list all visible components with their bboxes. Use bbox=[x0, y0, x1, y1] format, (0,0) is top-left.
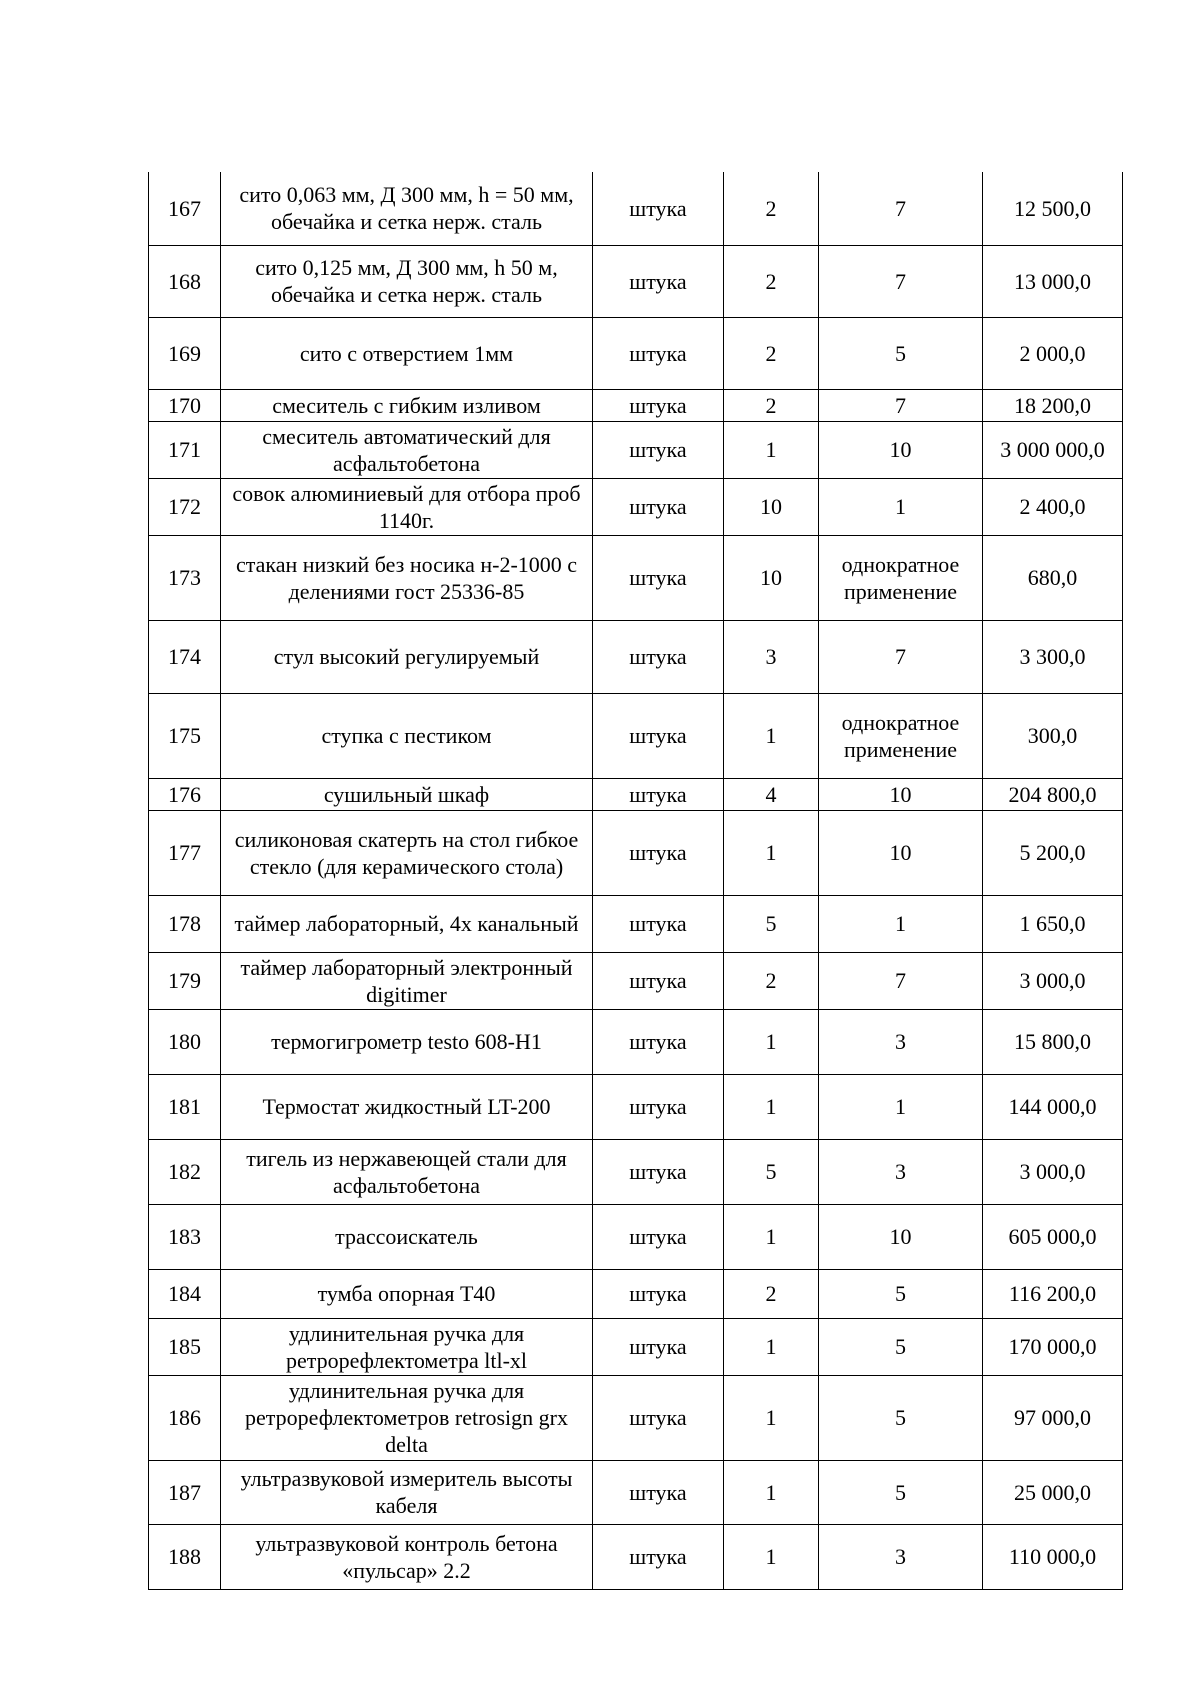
item-name: ультразвуковой контроль бетона «пульсар» 2.2 bbox=[221, 1524, 593, 1589]
item-quantity: 1 bbox=[724, 810, 819, 895]
item-name: сито с отверстием 1мм bbox=[221, 317, 593, 389]
item-unit: штука bbox=[593, 1524, 724, 1589]
item-term: 3 bbox=[819, 1009, 983, 1074]
item-quantity: 1 bbox=[724, 1009, 819, 1074]
item-term: 10 bbox=[819, 778, 983, 810]
item-price: 3 000 000,0 bbox=[983, 421, 1123, 478]
row-number: 173 bbox=[149, 535, 221, 620]
row-number: 177 bbox=[149, 810, 221, 895]
item-term: 10 bbox=[819, 1204, 983, 1269]
table-row bbox=[149, 317, 1123, 389]
table-row bbox=[149, 693, 1123, 778]
item-quantity: 1 bbox=[724, 693, 819, 778]
item-quantity: 10 bbox=[724, 478, 819, 535]
item-term: 5 bbox=[819, 1269, 983, 1318]
item-term: 5 bbox=[819, 1460, 983, 1524]
item-quantity: 4 bbox=[724, 778, 819, 810]
item-price: 12 500,0 bbox=[983, 172, 1123, 245]
item-quantity: 2 bbox=[724, 317, 819, 389]
table-row bbox=[149, 389, 1123, 421]
item-name: тигель из нержавеющей стали для асфальтобетона bbox=[221, 1139, 593, 1204]
item-quantity: 5 bbox=[724, 1139, 819, 1204]
row-number: 188 bbox=[149, 1524, 221, 1589]
item-name: удлинительная ручка для ретрорефлектометра ltl-xl bbox=[221, 1318, 593, 1375]
table-row bbox=[149, 1460, 1123, 1524]
row-number: 182 bbox=[149, 1139, 221, 1204]
table-row bbox=[149, 1524, 1123, 1589]
row-number: 187 bbox=[149, 1460, 221, 1524]
item-quantity: 1 bbox=[724, 1318, 819, 1375]
table-row bbox=[149, 1269, 1123, 1318]
item-unit: штука bbox=[593, 1460, 724, 1524]
table-row bbox=[149, 1204, 1123, 1269]
row-number: 174 bbox=[149, 620, 221, 693]
item-price: 3 300,0 bbox=[983, 620, 1123, 693]
item-term: 7 bbox=[819, 389, 983, 421]
table-row bbox=[149, 778, 1123, 810]
item-name: тумба опорная Т40 bbox=[221, 1269, 593, 1318]
item-unit: штука bbox=[593, 535, 724, 620]
table-row bbox=[149, 478, 1123, 535]
row-number: 170 bbox=[149, 389, 221, 421]
item-term: однократное применение bbox=[819, 535, 983, 620]
row-number: 178 bbox=[149, 895, 221, 952]
table-row bbox=[149, 245, 1123, 317]
item-term: 7 bbox=[819, 620, 983, 693]
item-unit: штука bbox=[593, 1139, 724, 1204]
item-quantity: 2 bbox=[724, 172, 819, 245]
row-number: 167 bbox=[149, 172, 221, 245]
item-term: 3 bbox=[819, 1139, 983, 1204]
item-term: 7 bbox=[819, 245, 983, 317]
item-unit: штука bbox=[593, 620, 724, 693]
table-row bbox=[149, 952, 1123, 1009]
item-price: 144 000,0 bbox=[983, 1074, 1123, 1139]
item-name: сито 0,125 мм, Д 300 мм, h 50 м, обечайка и сетка нерж. сталь bbox=[221, 245, 593, 317]
item-price: 3 000,0 bbox=[983, 952, 1123, 1009]
item-price: 116 200,0 bbox=[983, 1269, 1123, 1318]
item-price: 18 200,0 bbox=[983, 389, 1123, 421]
row-number: 181 bbox=[149, 1074, 221, 1139]
row-number: 180 bbox=[149, 1009, 221, 1074]
item-unit: штука bbox=[593, 895, 724, 952]
item-price: 170 000,0 bbox=[983, 1318, 1123, 1375]
item-unit: штука bbox=[593, 1375, 724, 1460]
item-quantity: 5 bbox=[724, 895, 819, 952]
item-unit: штука bbox=[593, 245, 724, 317]
item-unit: штука bbox=[593, 421, 724, 478]
item-quantity: 2 bbox=[724, 389, 819, 421]
item-price: 25 000,0 bbox=[983, 1460, 1123, 1524]
row-number: 179 bbox=[149, 952, 221, 1009]
item-price: 3 000,0 bbox=[983, 1139, 1123, 1204]
table-row bbox=[149, 535, 1123, 620]
item-name: совок алюминиевый для отбора проб 1140г. bbox=[221, 478, 593, 535]
item-name: трассоискатель bbox=[221, 1204, 593, 1269]
row-number: 185 bbox=[149, 1318, 221, 1375]
row-number: 175 bbox=[149, 693, 221, 778]
item-unit: штука bbox=[593, 1074, 724, 1139]
item-price: 2 400,0 bbox=[983, 478, 1123, 535]
item-unit: штука bbox=[593, 389, 724, 421]
item-quantity: 2 bbox=[724, 245, 819, 317]
item-term: однократное применение bbox=[819, 693, 983, 778]
item-unit: штука bbox=[593, 172, 724, 245]
item-quantity: 1 bbox=[724, 1460, 819, 1524]
item-term: 3 bbox=[819, 1524, 983, 1589]
item-unit: штука bbox=[593, 810, 724, 895]
item-name: силиконовая скатерть на стол гибкое стекло (для керамического стола) bbox=[221, 810, 593, 895]
item-price: 1 650,0 bbox=[983, 895, 1123, 952]
item-unit: штука bbox=[593, 478, 724, 535]
item-name: ультразвуковой измеритель высоты кабеля bbox=[221, 1460, 593, 1524]
item-unit: штука bbox=[593, 1009, 724, 1074]
item-term: 1 bbox=[819, 895, 983, 952]
item-price: 13 000,0 bbox=[983, 245, 1123, 317]
table-row bbox=[149, 1074, 1123, 1139]
row-number: 184 bbox=[149, 1269, 221, 1318]
item-name: смеситель с гибким изливом bbox=[221, 389, 593, 421]
item-price: 15 800,0 bbox=[983, 1009, 1123, 1074]
item-price: 5 200,0 bbox=[983, 810, 1123, 895]
item-name: термогигрометр testo 608-H1 bbox=[221, 1009, 593, 1074]
item-quantity: 1 bbox=[724, 1074, 819, 1139]
item-quantity: 10 bbox=[724, 535, 819, 620]
table-row bbox=[149, 1139, 1123, 1204]
row-number: 183 bbox=[149, 1204, 221, 1269]
table-row bbox=[149, 620, 1123, 693]
item-price: 204 800,0 bbox=[983, 778, 1123, 810]
item-unit: штука bbox=[593, 1269, 724, 1318]
item-unit: штука bbox=[593, 1204, 724, 1269]
equipment-table bbox=[148, 172, 1123, 1590]
item-quantity: 2 bbox=[724, 1269, 819, 1318]
row-number: 169 bbox=[149, 317, 221, 389]
item-term: 5 bbox=[819, 1318, 983, 1375]
item-name: стул высокий регулируемый bbox=[221, 620, 593, 693]
item-name: таймер лабораторный, 4х канальный bbox=[221, 895, 593, 952]
item-term: 1 bbox=[819, 1074, 983, 1139]
item-price: 680,0 bbox=[983, 535, 1123, 620]
item-name: стакан низкий без носика н-2-1000 с делениями гост 25336-85 bbox=[221, 535, 593, 620]
row-number: 186 bbox=[149, 1375, 221, 1460]
item-name: сито 0,063 мм, Д 300 мм, h = 50 мм, обечайка и сетка нерж. сталь bbox=[221, 172, 593, 245]
item-price: 110 000,0 bbox=[983, 1524, 1123, 1589]
row-number: 172 bbox=[149, 478, 221, 535]
table-row bbox=[149, 810, 1123, 895]
item-quantity: 1 bbox=[724, 1204, 819, 1269]
item-name: Термостат жидкостный LT-200 bbox=[221, 1074, 593, 1139]
item-term: 1 bbox=[819, 478, 983, 535]
table-row bbox=[149, 421, 1123, 478]
item-term: 7 bbox=[819, 952, 983, 1009]
item-quantity: 1 bbox=[724, 1375, 819, 1460]
item-quantity: 1 bbox=[724, 1524, 819, 1589]
item-quantity: 3 bbox=[724, 620, 819, 693]
item-quantity: 1 bbox=[724, 421, 819, 478]
table-row bbox=[149, 172, 1123, 245]
item-price: 300,0 bbox=[983, 693, 1123, 778]
row-number: 168 bbox=[149, 245, 221, 317]
item-term: 7 bbox=[819, 172, 983, 245]
row-number: 171 bbox=[149, 421, 221, 478]
item-name: таймер лабораторный электронный digitimer bbox=[221, 952, 593, 1009]
item-quantity: 2 bbox=[724, 952, 819, 1009]
row-number: 176 bbox=[149, 778, 221, 810]
item-unit: штука bbox=[593, 693, 724, 778]
item-unit: штука bbox=[593, 952, 724, 1009]
item-name: смеситель автоматический для асфальтобетона bbox=[221, 421, 593, 478]
item-unit: штука bbox=[593, 778, 724, 810]
item-term: 5 bbox=[819, 317, 983, 389]
item-unit: штука bbox=[593, 317, 724, 389]
item-name: ступка с пестиком bbox=[221, 693, 593, 778]
item-name: удлинительная ручка для ретрорефлектометров retrosign grx delta bbox=[221, 1375, 593, 1460]
table-row bbox=[149, 1375, 1123, 1460]
table-row bbox=[149, 1009, 1123, 1074]
item-unit: штука bbox=[593, 1318, 724, 1375]
item-term: 10 bbox=[819, 421, 983, 478]
item-price: 97 000,0 bbox=[983, 1375, 1123, 1460]
item-price: 605 000,0 bbox=[983, 1204, 1123, 1269]
table-row bbox=[149, 895, 1123, 952]
item-term: 10 bbox=[819, 810, 983, 895]
item-price: 2 000,0 bbox=[983, 317, 1123, 389]
item-term: 5 bbox=[819, 1375, 983, 1460]
item-name: сушильный шкаф bbox=[221, 778, 593, 810]
table-row bbox=[149, 1318, 1123, 1375]
